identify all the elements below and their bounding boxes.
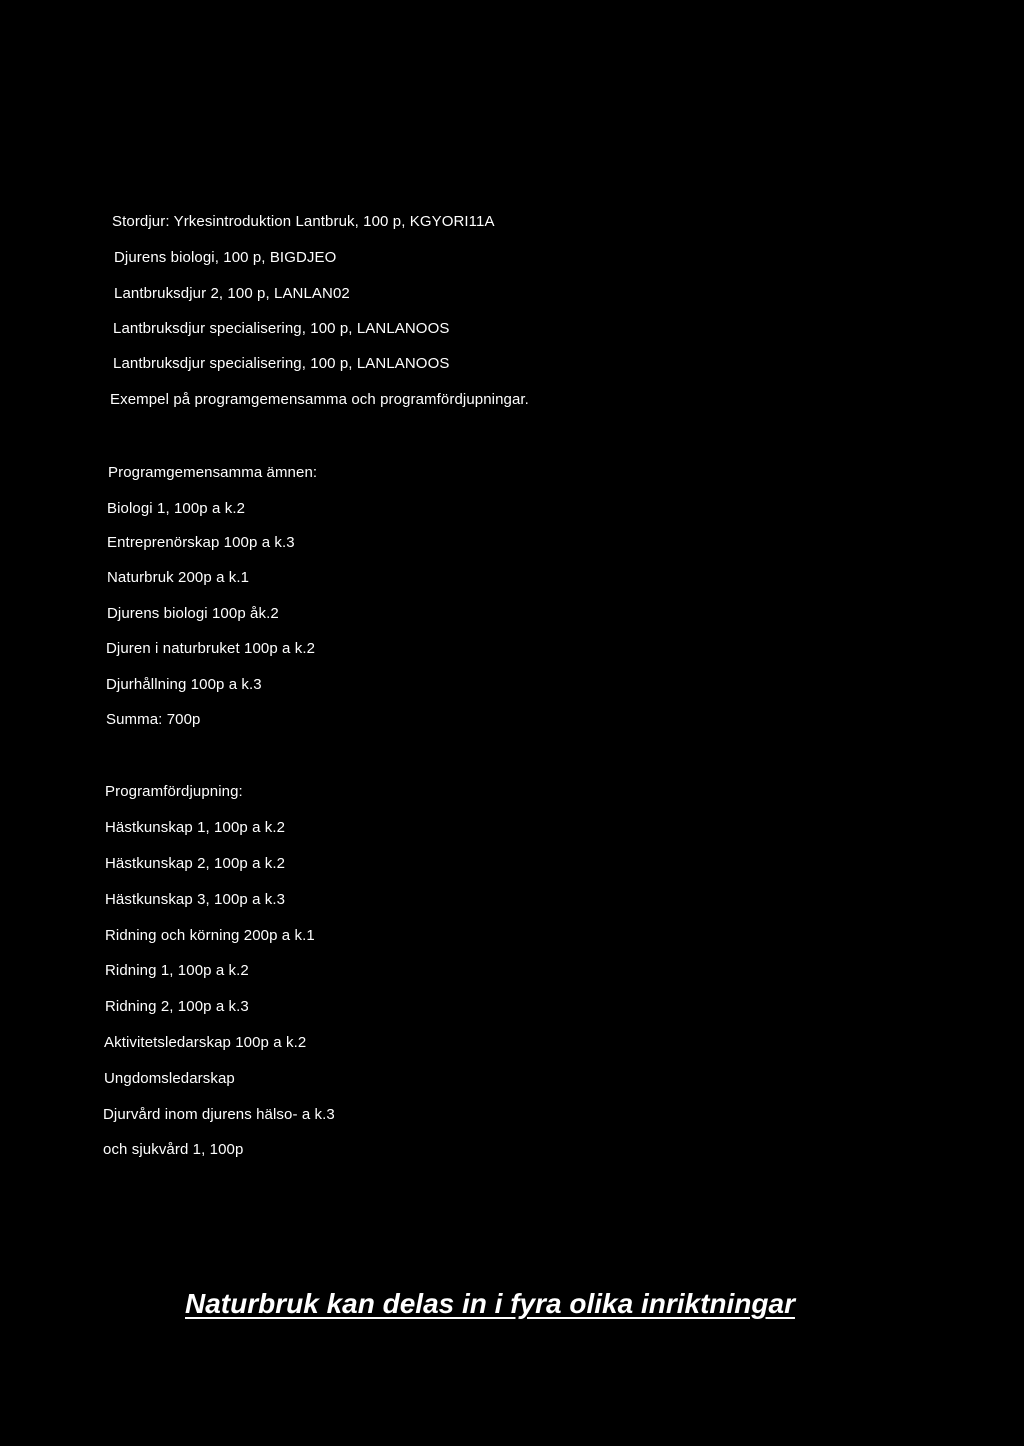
programfordjupning-item-7: Aktivitetsledarskap 100p a k.2 [104,1034,307,1051]
footer-heading: Naturbruk kan delas in i fyra olika inriktningar [185,1288,795,1319]
programfordjupning-item-10: och sjukvård 1, 100p [103,1141,244,1158]
programgemensamma-item-6: Djurhållning 100p a k.3 [106,676,262,693]
programgemensamma-item-1: Biologi 1, 100p a k.2 [107,500,246,517]
programgemensamma-item-2: Entreprenörskap 100p a k.3 [107,534,295,551]
intro-line-5: Lantbruksdjur specialisering, 100 p, LANLANOOS [113,355,450,372]
programfordjupning-item-9: Djurvård inom djurens hälso- a k.3 [103,1106,335,1123]
intro-line-1: Stordjur: Yrkesintroduktion Lantbruk, 100 p, KGYORI11A [112,213,495,230]
intro-line-2: Djurens biologi, 100 p, BIGDJEO [114,249,337,266]
programfordjupning-item-8: Ungdomsledarskap [104,1070,235,1087]
programfordjupning-item-1: Hästkunskap 1, 100p a k.2 [105,819,286,836]
programfordjupning-item-5: Ridning 1, 100p a k.2 [105,962,249,979]
programgemensamma-heading: Programgemensamma ämnen: [108,464,318,481]
intro-line-3: Lantbruksdjur 2, 100 p, LANLAN02 [114,285,350,302]
programgemensamma-summa: Summa: 700p [106,711,201,728]
programfordjupning-item-6: Ridning 2, 100p a k.3 [105,998,249,1015]
programgemensamma-item-3: Naturbruk 200p a k.1 [107,569,250,586]
intro-line-6: Exempel på programgemensamma och programfördjupningar. [110,391,529,408]
programfordjupning-item-2: Hästkunskap 2, 100p a k.2 [105,855,286,872]
programfordjupning-item-4: Ridning och körning 200p a k.1 [105,927,315,944]
intro-line-4: Lantbruksdjur specialisering, 100 p, LANLANOOS [113,320,450,337]
programgemensamma-item-4: Djurens biologi 100p åk.2 [107,605,279,622]
programgemensamma-item-5: Djuren i naturbruket 100p a k.2 [106,640,316,657]
programfordjupning-heading: Programfördjupning: [105,783,243,800]
programfordjupning-item-3: Hästkunskap 3, 100p a k.3 [105,891,286,908]
